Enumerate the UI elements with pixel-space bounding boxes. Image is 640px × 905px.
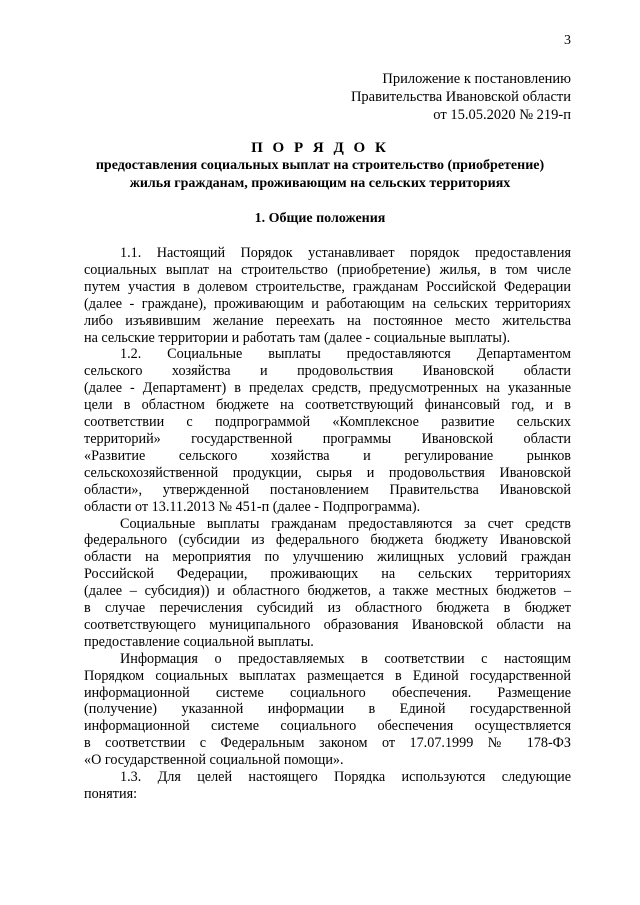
paragraph-line: области», утвержденной постановлением Правительства Ивановской: [84, 481, 571, 498]
paragraph-line: информационной системе социального обеспечения. Размещение: [84, 684, 571, 701]
paragraph-line: Информация о предоставляемых в соответствии с настоящим: [120, 650, 571, 667]
approval-line-2: Правительства Ивановской области: [350, 89, 571, 105]
paragraph-line: сельскохозяйственной продукции, сырья и продовольствия Ивановской: [84, 464, 571, 481]
paragraph-line: 1.2. Социальные выплаты предоставляются Департаментом: [120, 346, 571, 363]
approval-line-1: Приложение к постановлению: [382, 71, 571, 87]
paragraph: [84, 245, 571, 346]
paragraph-line: 1.3. Для целей настоящего Порядка используются следующие: [120, 769, 571, 786]
approval-block: [351, 70, 571, 124]
paragraph: [84, 516, 571, 651]
paragraph-line: (далее - граждане), проживающим и работающим на сельских территориях: [84, 295, 571, 312]
paragraph-line: Социальные выплаты гражданам предоставляются за счет средств: [120, 515, 571, 532]
paragraph-line: в случае перечисления субсидий из областного бюджета в бюджет: [84, 600, 571, 617]
paragraph-line: федерального (субсидии из федерального бюджета бюджету Ивановской: [84, 532, 571, 549]
paragraph-line: сельского хозяйства и продовольствия Ивановской области: [84, 363, 571, 380]
paragraph-line: соответствии с подпрограммой «Комплексное развитие сельских: [84, 414, 571, 431]
paragraph-line: территорий» государственной программы Ивановской области: [84, 430, 571, 447]
paragraph-line: «Развитие сельского хозяйства и регулирование рынков: [84, 447, 571, 464]
paragraph-line: (далее – субсидия)) и областного бюджетов, а также местных бюджетов –: [84, 583, 571, 600]
title-word: П О Р Я Д О К: [251, 140, 389, 156]
paragraph-line: на сельские территории и работать там (далее - социальные выплаты).: [84, 329, 511, 346]
paragraph-line: «О государственной социальной помощи».: [84, 752, 344, 769]
document-title: [0, 139, 640, 193]
paragraph-line: (получение) указанной информации в Единой государственной: [84, 701, 571, 718]
paragraph-line: области от 13.11.2013 № 451-п (далее - Подпрограмма).: [84, 498, 421, 515]
paragraph-line: соответствующего муниципального образования Ивановской области на: [84, 616, 571, 633]
paragraph-line: (далее - Департамент) в пределах средств, предусмотренных на указанные: [84, 380, 571, 397]
paragraph-line: понятия:: [84, 786, 138, 802]
paragraph-line: Российской Федерации, проживающих на сельских территориях: [84, 566, 571, 583]
paragraph: [84, 346, 571, 515]
paragraph-line: области на мероприятия по улучшению жилищных условий граждан: [84, 549, 571, 566]
section-heading: 1. Общие положения: [254, 211, 386, 226]
paragraph-line: 1.1. Настоящий Порядок устанавливает порядок предоставления: [120, 245, 571, 261]
paragraph-line: Порядком социальных выплатах размещается в Единой государственной: [84, 667, 571, 684]
title-subtitle-line-1: предоставления социальных выплат на строительство (приобретение): [95, 158, 545, 173]
paragraph-line: путем участия в долевом строительстве, гражданам Российской Федерации: [84, 278, 571, 295]
approval-line-3: от 15.05.2020 № 219-п: [433, 107, 571, 123]
page-number: 3: [564, 33, 571, 48]
paragraph: [84, 769, 571, 803]
paragraph-line: социальных выплат на строительство (приобретение) жилья, в том числе: [84, 261, 571, 278]
title-subtitle-line-2: жилья гражданам, проживающим на сельских территориях: [129, 176, 511, 191]
paragraph-line: в соответствии с Федеральным законом от 17.07.1999 № 178-ФЗ: [84, 735, 571, 752]
paragraph-line: информационной системе социального обеспечения осуществляется: [84, 718, 571, 735]
paragraph: [84, 651, 571, 769]
paragraph-line: цели в областном бюджете на соответствующий финансовый год, и в: [84, 397, 571, 414]
body-text: [84, 245, 571, 803]
paragraph-line: предоставление социальной выплаты.: [84, 633, 314, 650]
paragraph-line: либо изъявившим желание переехать на постоянное место жительства: [84, 312, 571, 329]
